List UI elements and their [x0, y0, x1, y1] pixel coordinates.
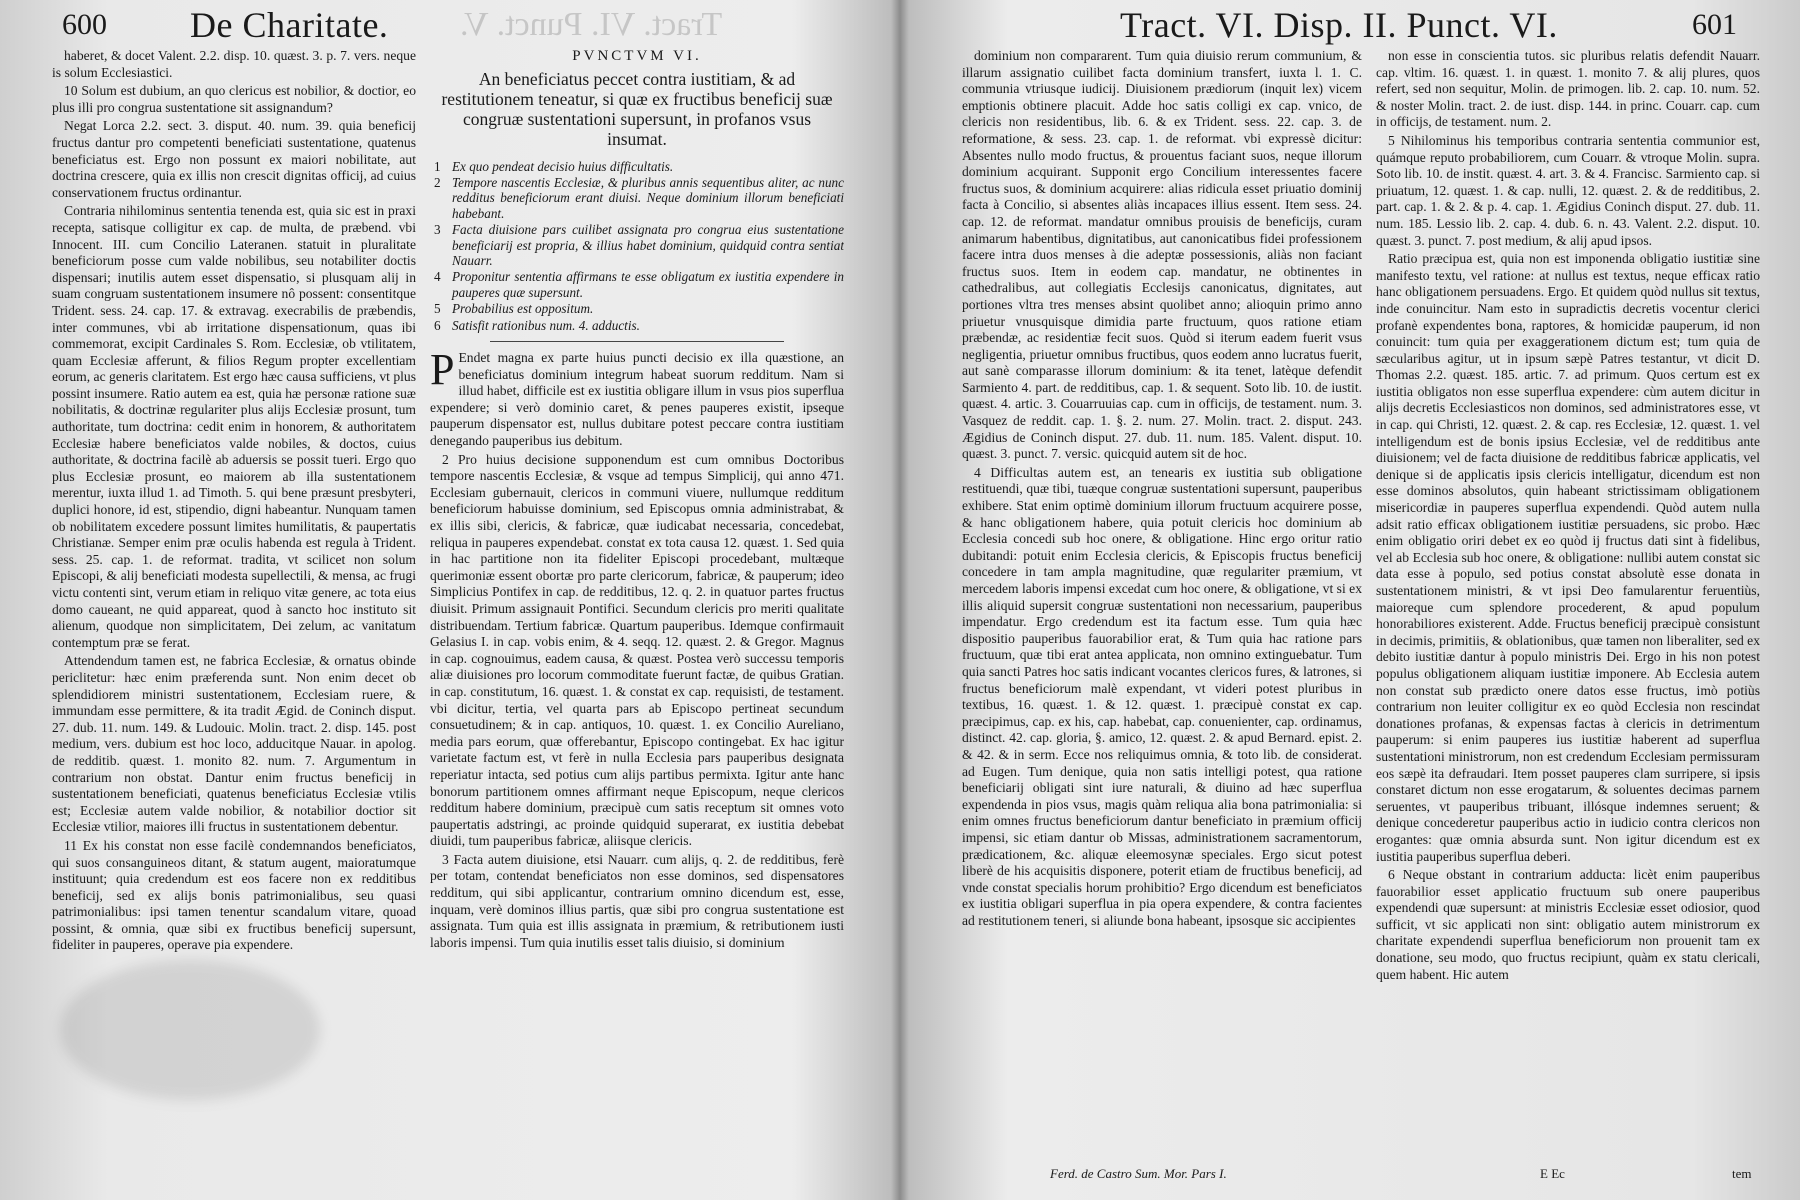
summary-number: 1 [434, 158, 441, 174]
paragraph: haberet, & docet Valent. 2.2. disp. 10. quæst. 3. p. 7. vers. neque is solum Ecclesiastici. [52, 48, 416, 80]
bleed-through-title: Tract. VI. Punct. V. [460, 6, 723, 43]
summary-number: 6 [434, 317, 441, 333]
summary-number: 4 [434, 269, 441, 285]
right-column-1 [962, 48, 1362, 1158]
summary-item [430, 222, 844, 268]
paragraph: 2 Pro huius decisione supponendum est cum omnibus Doctoribus tempore nascentis Ecclesiæ, & vsque ad tempus Simplicij, qui anno 471. Ecclesiam gubernauit, clericos in communi viuere, nullumque redditum beneficiorum habuisse dominium, sed Episcopus omnia administrabat, & ex illis sibi, clericis, & fabricæ, quæ iudicabat necessaria, concedebat, reliqua in pauperes expendebat. constat ex tota causa 12. quæst. 1. Sed quia in hac partitione non ita fideliter Episcopi procedebant, multæque querimoniæ essent obortæ pro parte clericorum, fabricæ, & pauperum; ideo Simplicius Pontifex in cap. de redditibus, 12. q. 2. in quatuor partes fructus diuisit. Primum assignauit Pontifici. Secundum clericis pro meriti qualitate distribuendam. Tertium fabricæ. Quartum pauperibus. Idemque confirmauit Gelasius I. in cap. vobis enim, & 4. seqq. 12. quæst. 2. & Gregor. Magnus in cap. cognouimus, eadem causa, & quæst. Postea verò successu temporis aliæ diuisiones pro locorum commoditate fuerunt factæ, de quibus Gratian. in cap. constitutum, 16. quæst. 1. & constat ex cap. requisisti, de testament. vbi dicitur, tertia, vel quarta pars ab Episcopo pertineat secundum consuetudinem; & in cap. antiquos, 10. quæst. 1. ex Concilio Aureliano, media pars eorum, quæ offerebantur, Episcopo contingebat. Ex hac igitur varietate factum est, vt ferè in nulla Ecclesia pars pauperibus designata reperiatur intacta, sed potius cum alijs partibus permixta. Igitur ante hanc bonorum partitionem omnes affirmant neque Episcopum, neque clericos redditum habere dominium, præcipuè cum satis receptum sit omnes voto paupertatis adstringi, ac proinde quidquid superarat, ex iustitia debebat diuidi, tum pauperibus fabricæ, aliisque clericis. [430, 451, 844, 849]
left-column-2 [430, 48, 844, 1188]
paragraph: Attendendum tamen est, ne fabrica Ecclesiæ, & ornatus obinde periclitetur: hæc enim præferenda sunt. Non enim decet ob splendidiorem ministri sustentationem, Ecclesiam ruere, & immundam esse permittere, & ita tradit Ægid. de Coninch disput. 27. dub. 11. num. 149. & Ludouic. Molin. tract. 2. disp. 145. post medium, vers. dubium est hoc loco, adducitque Nauar. in apolog. de redditib. quæst. 1. monito 82. num. 7. Argumentum in contrarium non obstat. Dantur enim fructus beneficij in sustentationem beneficiati, quatenus beneficiatus Ecclesiæ vtilis est; Ecclesiæ autem valde nobilior, & notabilior doctior sit Ecclesiæ vtilior, maiores illi fructus in sustentationem debentur. [52, 653, 416, 835]
signature-mark: E Ec [1540, 1166, 1565, 1181]
paragraph: 11 Ex his constat non esse facilè condemnandos beneficiatos, qui suos consanguineos ditant, & statum augent, maioratumque instituunt; quia credendum est eos facere non ex redditibus beneficij, sed ex alijs bonis patrimonialibus, seu quasi patrimonialibus: ipsi tamen tenentur scandalum vitare, quoad possint, & omnia, quæ sibi ex fructibus beneficij supersunt, fideliter in pauperes, operave pia expendere. [52, 837, 416, 953]
paragraph [430, 345, 844, 450]
paragraph: Negat Lorca 2.2. sect. 3. disput. 40. num. 39. quia beneficij fructus dantur pro competenti beneficiati sustentatione, quatenus beneficiatus est. Ergo non possunt ex maiori nobilitate, aut doctrina crescere, quia ex illis non crescit dignitas officij, ad cuius conservationem fructus ordinantur. [52, 118, 416, 200]
right-column-2 [1376, 48, 1760, 1158]
summary-item [430, 301, 844, 316]
paragraph: non esse in conscientia tutos. sic pluribus relatis defendit Nauarr. cap. vltim. 16. quæst. 1. in quæst. 1. monito 7. & alij plures, quos refert, sed non sequitur, Molin. de primogen. lib. 2. cap. 10. num. 52. & noster Molin. tract. 2. de iust. disp. 144. in princ. Couarr. cap. cum in officijs, de testament. num. 2. [1376, 48, 1760, 130]
summary-text: Tempore nascentis Ecclesiæ, & pluribus annis sequentibus aliter, ac nunc redditus beneficiorum erant diuisi. Neque dominium illorum beneficiati habebant. [452, 175, 844, 221]
printer-signature: Ferd. de Castro Sum. Mor. Pars I. [1050, 1166, 1227, 1181]
left-column-1 [52, 48, 416, 1118]
summary-number: 3 [434, 222, 441, 238]
divider [490, 341, 784, 342]
page-stain [60, 960, 320, 1100]
summary-text: Probabilius est oppositum. [452, 301, 594, 317]
summary-number: 2 [434, 175, 441, 190]
paragraph: Contraria nihilominus sententia tenenda est, quia sic est in praxi recepta, satisque colligitur ex cap. de multa, de præbend. vbi Innocent. III. cum Concilio Lateranen. statuit in pluralitate beneficiorum posse cum valde nobilibus, seu notabiliter doctis dispensari; inutilis autem esset dispensatio, si plusquam alij in suam congruam sustentationem insumere nô possent: consentitque Trident. sess. 24. cap. 17. & extravag. execrabilis de præbendis, inter communes, vbi ab irritatione dispensationum, quas ibi commemorat, excipit Cardinales S. Rom. Ecclesiæ, ob vtilitatem, quam Ecclesiæ afferunt, & filios Regum propter excellentiam eorum, ac generis claritatem. Est ergo hæc causa sufficiens, vt plus possint insumere. Ratio autem ea est, quia hæ personæ ratione suæ nobilitatis, & doctrinæ regulariter plus alijs Ecclesiæ prosunt, tum authoritate, tum doctrina: cedit enim in honorem, & authoritatem Ecclesiæ habere beneficiatos valde nobiles, & doctos, cuius authoritate, & doctrina facilè ab aduersis se possit tueri. Ergo quo plus Ecclesiæ prosunt, eo maiorem ab illa sustentationem merentur, iuxta illud 1. ad Timoth. 5. qui bene præsunt presbyteri, duplici honore, id est, stipendio, digni habeantur. Nunquam tamen ob nobilitatem excedere possunt limites humilitatis, & paupertatis Christianæ. Semper enim præ oculis habenda est regula à Trident. sess. 25. cap. 1. de reformat. tradita, vt scilicet non solum Episcopi, & alij beneficiati modesta supellectili, & mensa, ac frugi victu contenti sint, verum etiam in reliquo vitæ genere, ac tota eius domo caueant, ne quid appareat, quod à sancto hoc instituto sit alienum, quodque non simplicitatem, Dei zelum, ac vanitatum contemptum præ se ferat. [52, 203, 416, 650]
summary-list [430, 159, 844, 333]
paragraph: 6 Neque obstant in contrarium adducta: licèt enim pauperibus fauorabilior esset applicatio fructuum sub onere pauperibus expendendi quæ supersunt: at ministris Ecclesiæ esset odiosior, quod sufficit, vt sic applicati non sint: obligatio autem ministrorum ex charitate expendendi superflua beneficiorum non prouenit tam ex donatione, seu modo, quo fructus recipiunt, quàm ex statu clericali, quem habent. Hic autem [1376, 867, 1760, 982]
paragraph: 5 Nihilominus his temporibus contraria sententia communior est, quámque reputo probabiliorem, cum Couarr. & vtroque Molin. supra. Soto lib. 10. de instit. quæst. 4. art. 3. & 4. Francisc. Sarmiento cap. si priuatum, 12. quæst. 1. & cap. nulli, 12. quæst. 2. & de redditibus, 2. part. cap. 1. & 2. & p. 4. cap. 1. Ægidius Coninch disput. 27. dub. 11. num. 185. Lessio lib. 2. cap. 4. dub. 6. n. 43. Valent. 2.2. disput. 10. quæst. 3. punct. 7. post medium, & alij apud ipsos. [1376, 132, 1760, 248]
paragraph-text: Endet magna ex parte huius puncti decisio ex illa quæstione, an beneficiatus dominium integrum habeat suorum redditum. Nam si illud habet, difficile est ex iustitia obligare illum in vsus pios superflua expendere; si verò dominio caret, & penes pauperes existit, ipseque pauperum dispensator est, nullus dubitare potest peccare contra iustitiam denegando pauperibus ius debitum. [430, 350, 844, 449]
summary-number: 5 [434, 301, 441, 317]
left-page-number: 600 [62, 8, 107, 41]
paragraph: 10 Solum est dubium, an quo clericus est nobilior, & doctior, eo plus illi pro congrua sustentatione sit assignandum? [52, 83, 416, 115]
catchword: tem [1732, 1166, 1752, 1181]
paragraph: Ratio præcipua est, quia non est imponenda obligatio iustitiæ sine manifesto textu, vel ratione: at nullus est textus, neque efficax ratio hanc obligationem persuadens. Ergo. Et quidem quòd nullus sit textus, inde conuincitur. Nam esto in supradictis decretis vocentur clerici profanè expendentes bona, raptores, & homicidæ pauperum, id non conuincit: tum quia per exaggerationem dictum est; tum quia de sæcularibus agitur, ut in ipsum sæpè Patres testantur, vt dicit D. Thomas 2.2. quæst. 185. artic. 7. ad primum. Quos certum est ex iustitia obligatos non esse superflua expendere: cùm autem dicitur in alijs decretis Ecclesiasticos non dominos, sed administratores esse, vt in cap. qui Christi, 12. quæst. 2. & cap. res Ecclesiæ, 12. quæst. 1. vel intelligendum est de bonis ipsius Ecclesiæ, vel de redditibus ante diuisionem; vel de facta diuisione de redditibus fabricæ applicatis, vel denique si de applicatis ipsis clericis intelligatur, dicendum est non esse dominos absolutos, quin habeant strictissimam obligationem misericordiæ in pauperes superflua expendendi. Quòd autem nulla adsit ratio efficax obligationem iustitiæ persuadens, sic probo. Hæc enim obligatio oriri debet ex eo quòd ij fructus dati sint à fidelibus, vel ab Ecclesia sub hoc onere, & obligatione: nullibi autem constat sic data esse à populo, sed potius constat absolutè esse donata in sustentationem ministri, & vt ipsi Deo famularentur feruentiùs, maioreque cum splendore procederent, & apud populum honorabiliores existerent. Adde. Fructus beneficij præcipuè consistunt in decimis, primitiis, & oblationibus, quæ tamen non liberaliter, sed ex debito iustitiæ dantur à populo ministris Dei. Ergo in his non potest populus obligationem aliquam iustitiæ imponere. Ab Ecclesia autem non constat sub prædicto onere datos esse fructus, imò potiùs contrarium non leuiter colligitur ex eo quòd Ecclesia non rescindat donationes profanas, & expensas factas à clericis in detrimentum pauperum: si enim pauperes ius iustitiæ haberent ad superflua sustentationi ministrorum, non est credendum Ecclesiam permissuram eos sæpè ita defraudari. Item posset pauperes clam surripere, si ipsis constaret dictum non esse erogatarum, & soluentes decimas parnem seruentes, vt pauperibus tribuant, illósque indemnes seruent; & denique concederetur pauperibus actio in iudicio contra clericos non erogantes: quæ omnia absurda sunt. Non igitur dicendum est ex iustitia pauperibus superflua deberi. [1376, 251, 1760, 864]
right-page-number: 601 [1692, 8, 1737, 41]
summary-text: Proponitur sententia affirmans te esse obligatum ex iustitia expendere in pauperes quæ supersunt. [452, 269, 844, 300]
right-running-title: Tract. VI. Disp. II. Punct. VI. [1120, 5, 1558, 45]
right-page [900, 0, 1800, 1200]
left-running-title: De Charitate. [190, 5, 389, 45]
summary-text: Satisfit rationibus num. 4. adductis. [452, 317, 640, 333]
drop-cap: P [430, 345, 455, 395]
summary-item [430, 318, 844, 333]
summary-text: Facta diuisione pars cuilibet assignata pro congrua eius sustentatione beneficiarij est propria, & illius habet dominium, quidquid contra sentiat Nauarr. [452, 222, 844, 269]
summary-item [430, 269, 844, 300]
punctum-title: PVNCTVM VI. [572, 48, 702, 64]
left-column-2-body [430, 345, 844, 951]
question-heading: An beneficiatus peccet contra iustitiam, & ad restitutionem teneatur, si quæ ex fructibus beneficij suæ congruæ sustentationi supersunt, in profanos vsus insumat. [441, 68, 833, 149]
summary-item [430, 175, 844, 221]
paragraph: 3 Facta autem diuisione, etsi Nauarr. cum alijs, q. 2. de redditibus, ferè per totam, contendat beneficiatos non esse dominos, sed dispensatores redditum, qui sibi applicantur, contrarium omnino dicendum est, esse, inquam, verè dominos illius partis, quæ sibi pro congrua sustentatione est assignata. Tum quia est illis assignata in præmium, & retributionem iusti laboris impensi. Tum quia inutilis esset talis diuisio, si dominium [430, 851, 844, 950]
summary-text: Ex quo pendeat decisio huius difficultatis. [452, 158, 674, 174]
paragraph: 4 Difficultas autem est, an tenearis ex iustitia sub obligatione restituendi, quæ tibi, tuæque congruæ sustentationi supersunt, pauperibus exhibere. Stat enim optimè dominium illorum fructuum acquirere posse, & hanc obligationem habere, quia potuit clericis hoc dominium ab Ecclesia concedi sub hoc onere, & obligatione. Hinc ergo oritur ratio dubitandi: potuit enim Ecclesia clericis, & Episcopis fructus beneficij concedere in tam ampla magnitudine, quæ regulariter præmium, vt mercedem laboris impensi excedat cum hoc onere, & obligatione, vt si ex illis aliquid supersit congruæ sustentationi non necessarium, pauperibus impendatur. Ergo credendum est ita factum esse. Tum quia hæc dispositio pauperibus fauorabilior erat, & Tum quia hac ratione pars fructuum, quæ tibi erat antea applicata, non omnino extinguebatur. Tum quia sancti Patres hoc satis indicant vocantes clericos fures, & latrones, si fructus beneficiorum malè expendant, vt videri potest pluribus in textibus, 16. quæst. 1. & 12. quæst. 1. præcipuè constat ex cap. præcipimus, cap. ex his, cap. habebat, cap. conuenienter, cap. ordinamus, distinct. 42. cap. gloria, §. amico, 12. quæst. 2. & apud Bernard. epist. 2. & 42. & in serm. Ecce nos reliquimus omnia, & toto lib. de considerat. ad Eugen. Tum denique, quia non satis intelligi potest, qua ratione beneficiarij obligati sint iure naturali, & diuino ad hæc superflua expendenda in pios vsus, magis quàm reliqua alia bona patrimonialia: si enim omnes fructus beneficiorum dantur beneficiato in præmium officij impensi, sic etiam dantur ob Missas, administrationem sacramentorum, prædicationem, &c. aliquæ eleemosynæ speciales. Ergo sicut potest liberè de his acquisitis disponere, poterit etiam de fructibus beneficij, ad vnde constat specialis horum prohibitio? Ergo dicendum est beneficiatos ex iustitia obligari superflua in pia opera expendere, & contra facientes ad restitutionem teneri, si aliunde bona habeant, ipsosque sic accipientes [962, 464, 1362, 928]
summary-item [430, 159, 844, 174]
paragraph: dominium non compararent. Tum quia diuisio rerum communium, & illarum assignatio cuilibet facta dominium transfert, iuxta l. 1. C. communia vtriusque iudicij. Diuisionem prædiorum (inquit lex) vicem emptionis obtinere placuit. Adde hoc satis colligi ex cap. vnico, de clericis non residentibus, lib. 6. & ex Trident. sess. 22. cap. 3. de reformatione, & sess. 23. cap. 1. de reformat. vbi expressè dicitur: Absentes nullo modo fructus, & prouentus faciant suos, neque illorum dominium acquirant. Supponit ergo Concilium interessentes facere fructus suos, & dominium acquirere: alias ridicula esset priuatio dominij facta à Concilio, si absentes aliàs incapaces illius essent. Item sess. 24. cap. 12. de reformat. mandatur omnibus prouisis de beneficijs, curam animarum habentibus, dignitatibus, aut canonicatibus fidei professionem facere intra duos menses à die adeptæ possessionis, aliàs non faciant fructus suos. Item in eodem cap. mandatur, ne obtinentes in cathedralibus, aut collegiatis Ecclesijs canonicatus, dignitates, aut portiones vltra tres menses absint quolibet anno; alioquin primo anno priuetur vnusquisque dimidia parte fructuum, quos ratione etiam præbendæ, ac residentiæ fecit suos. Quòd si iterum eadem fuerit vsus negligentia, priuetur omnibus fructibus, quos eodem anno lucratus fuerit, aut sanè comparasse illorum dominium: & ita tenet, latèque defendit Sarmiento 4. part. de redditibus, cap. 1. & sequent. Soto lib. 10. de iustit. quæst. 4. artic. 3. Couarruuias cap. cum in officijs, de testament. num. 3. Vasquez de reddit. cap. 1. §. 2. num. 27. Molin. tract. 2. disput. 243. Ægidius de Coninch disput. 27. dub. 11. num. 185. Valent. disput. 10. quæst. 3. punct. 7. versic. quicquid autem sit de hoc. [962, 48, 1362, 462]
